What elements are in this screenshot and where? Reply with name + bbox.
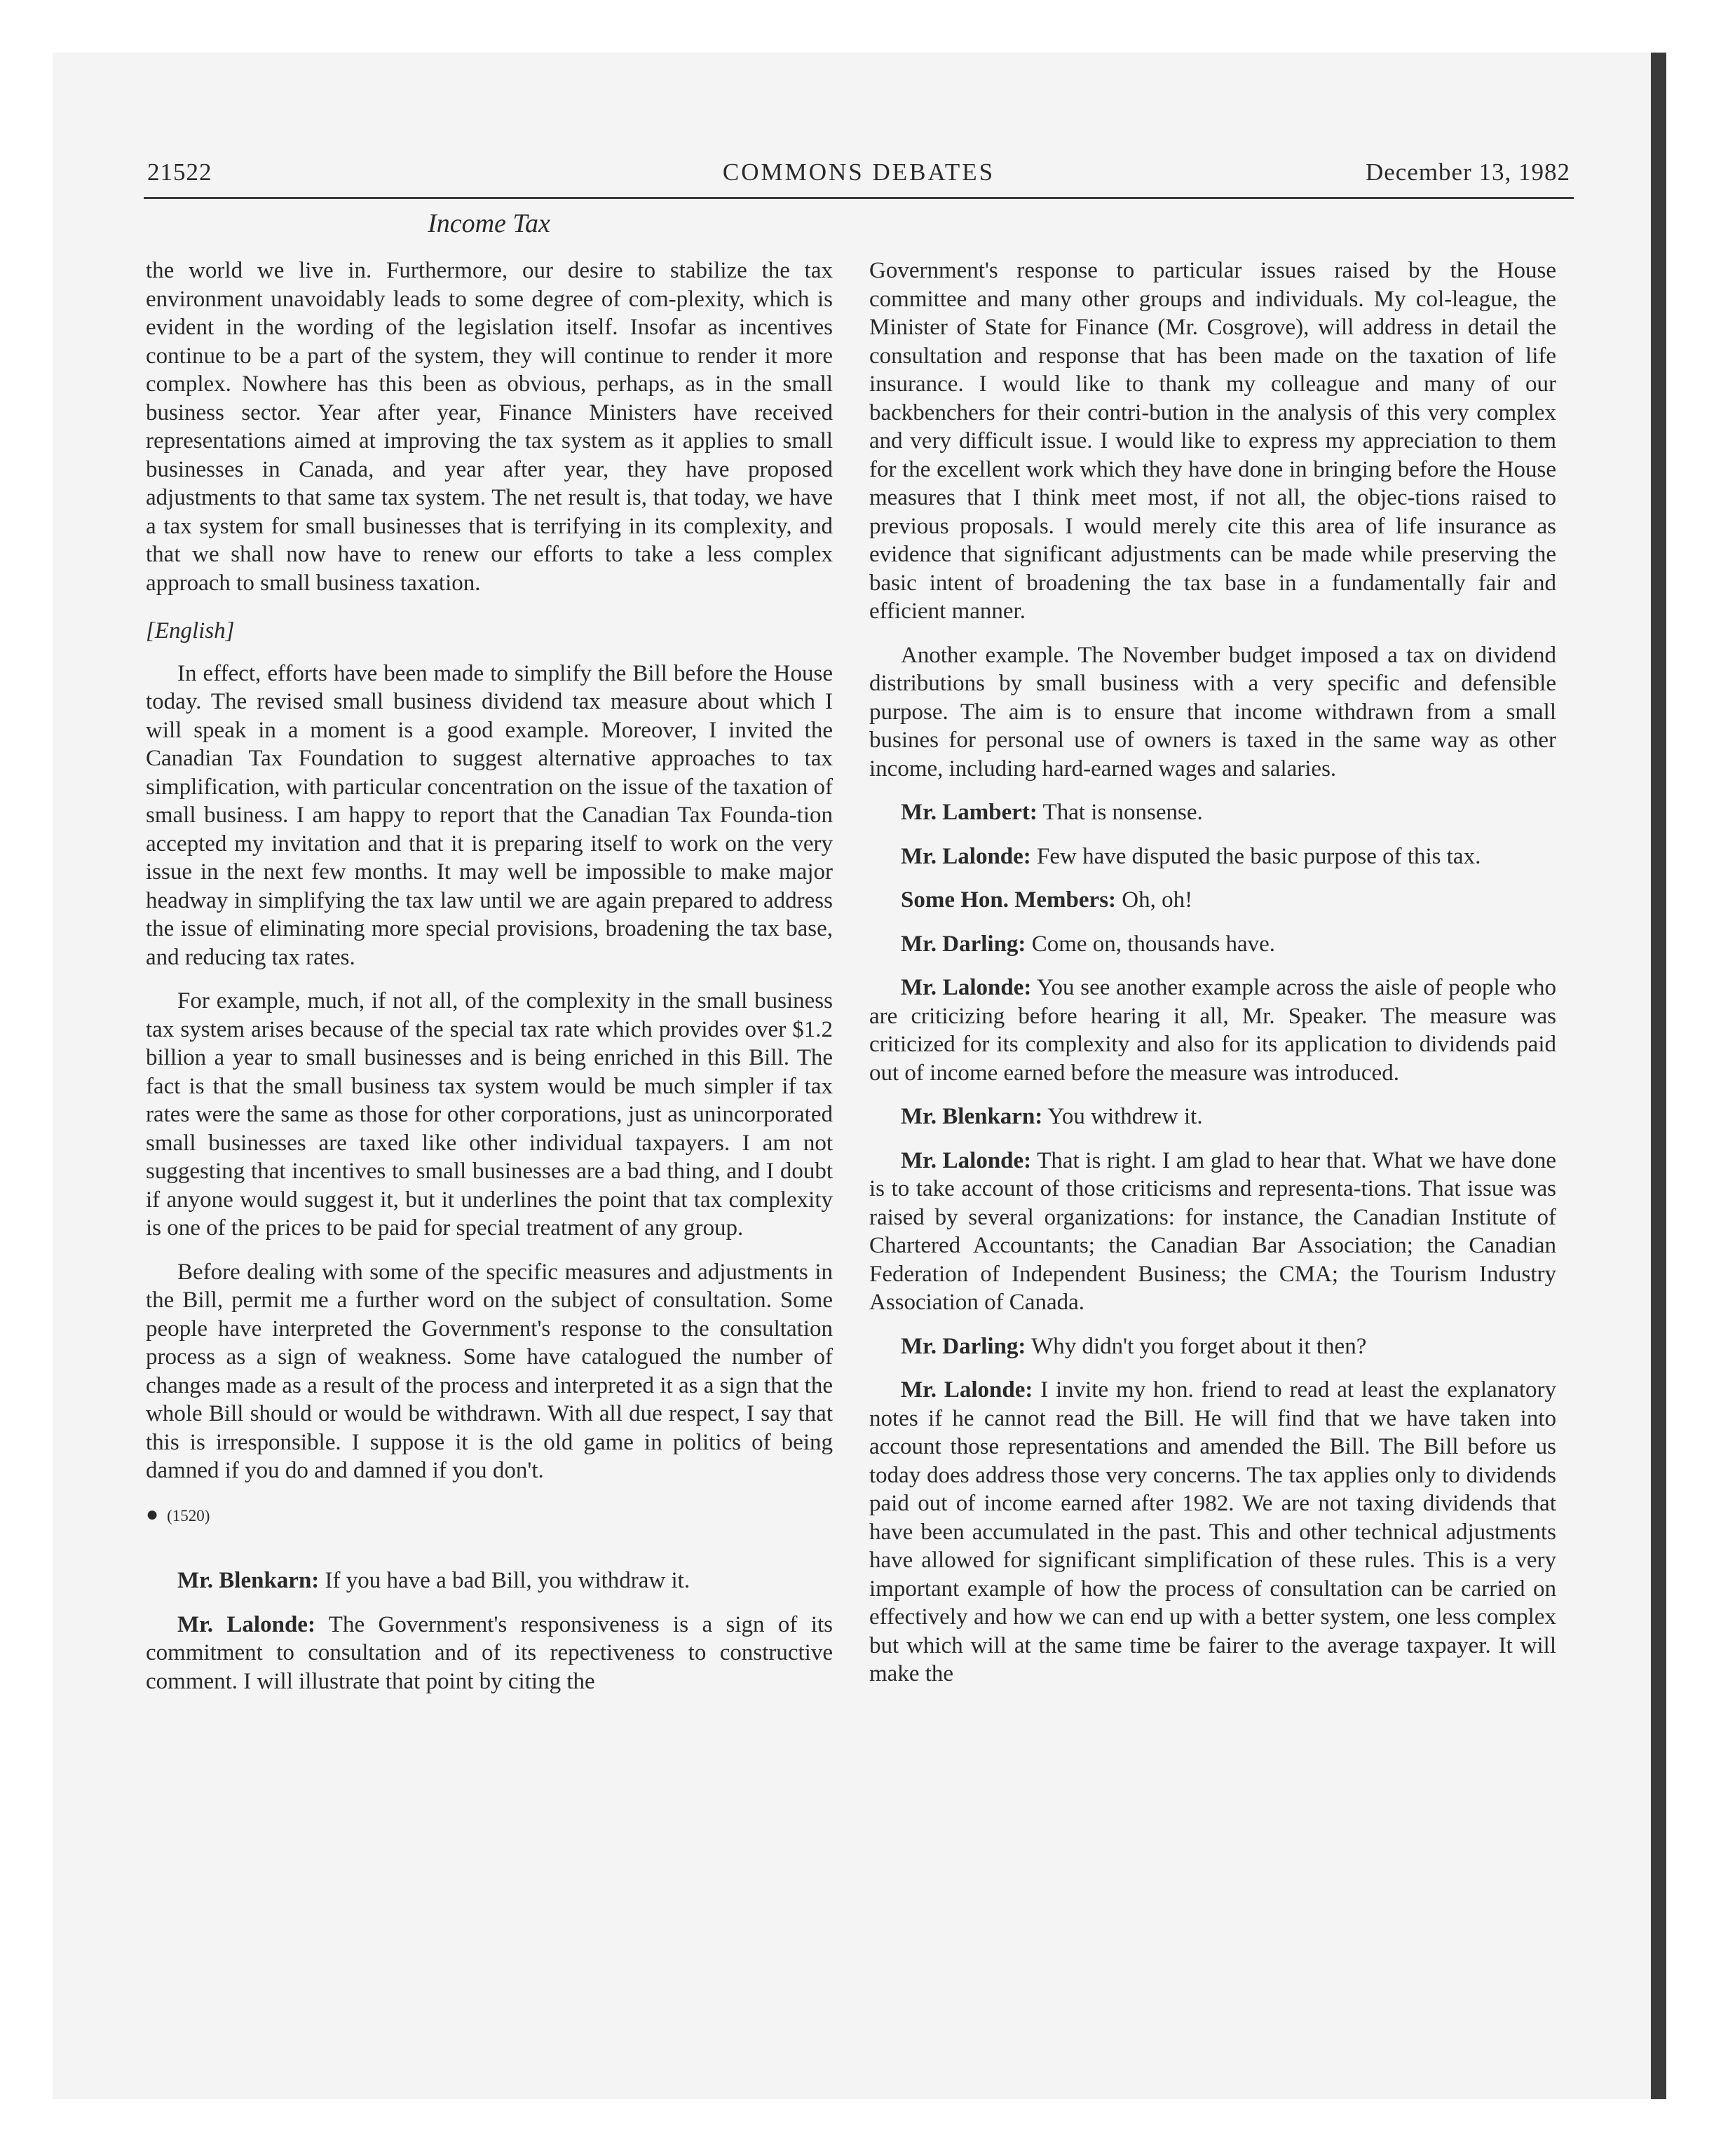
speech (869, 1147, 1556, 1317)
left-column (146, 257, 833, 1711)
speaker-name: Mr. Lalonde: (901, 843, 1031, 869)
speaker-name: Mr. Lambert: (901, 800, 1037, 825)
speech-text: That is nonsense. (1042, 800, 1203, 825)
right-column (869, 257, 1556, 1704)
speech-text: The Government's responsiveness is a sign of its commitment to consultation and of its repectiveness to constructive comment. I will illustrate that point by citing the (146, 1611, 833, 1694)
speech-text: I invite my hon. friend to read at least the explanatory notes if he cannot read the Bill. He will find that we have taken into account those representations and amended the Bill. The Bill before us today does address those very concerns. The tax applies only to dividends paid out of income earned after 1982. We are not taxing dividends that have been accumulated in the past. This and other technical adjustments have allowed for significant simplification of these rules. This is a very important example of how the process of consultation can be carried on effectively and how we can end up with a better system, one less complex but which will at the same time be fairer to the average taxpayer. It will make the (869, 1377, 1557, 1686)
bullet-icon: ● (146, 1502, 159, 1526)
speaker-name: Mr. Lalonde: (901, 975, 1032, 1000)
timestamp: (1520) (167, 1506, 210, 1524)
speaker-name: Mr. Blenkarn: (177, 1568, 320, 1593)
speech (146, 1611, 833, 1696)
paragraph: For example, much, if not all, of the complexity in the small business tax system arises because of the special tax rate which provides over $1.2 billion a year to small businesses and is being enriched in this Bill. The fact is that the small business tax system would be much simpler if tax rates were the same as those for other corporations, just as unincorporated small businesses are taxed like other individual taxpayers. I am not suggesting that incentives to small businesses are a bad thing, and I doubt if anyone would suggest it, but it underlines the point that tax complexity is one of the prices to be paid for special treatment of any group. (146, 988, 833, 1241)
page-date: December 13, 1982 (1365, 158, 1570, 186)
speaker-name: Mr. Lalonde: (901, 1147, 1032, 1173)
speaker-name: Mr. Blenkarn: (901, 1104, 1043, 1129)
speech (146, 1567, 833, 1595)
scan-edge-bar (1651, 53, 1666, 2099)
speech (869, 798, 1556, 827)
speech-text: You see another example across the aisle of people who are criticizing before hearing it all, Mr. Speaker. The measure was criticized for its complexity and also for its application to dividends paid out of income earned before the measure was introduced. (869, 975, 1557, 1086)
paragraph: Before dealing with some of the specific measures and adjustments in the Bill, permit me a further word on the subject of consultation. Some people have interpreted the Government's response to the consultation process as a sign of weakness. Some have catalogued the number of changes made as a result of the process and interpreted it as a sign that the whole Bill should or would be withdrawn. With all due respect, I say that this is irresponsible. I suppose it is the old game in politics of being damned if you do and damned if you don't. (146, 1259, 833, 1483)
paragraph: the world we live in. Furthermore, our desire to stabilize the tax environment unavoidably leads to some degree of com-plexity, which is evident in the wording of the legislation itself. Insofar as incentives continue to be a part of the system, they will continue to render it more complex. Nowhere has this been as obvious, perhaps, as in the small business sector. Year after year, Finance Ministers have received representations aimed at improving the tax system as it applies to small businesses in Canada, and year after year, they have proposed adjustments to that same tax system. The net result is, that today, we have a tax system for small businesses that is terrifying in its complexity, and that we shall now have to renew our efforts to take a less complex approach to small business taxation. (146, 258, 833, 596)
speaker-name: Mr. Lalonde: (901, 1377, 1033, 1403)
speech-text: You withdrew it. (1047, 1104, 1203, 1129)
speech (869, 1332, 1556, 1361)
speech (869, 842, 1556, 871)
page-number: 21522 (147, 158, 212, 186)
paragraph: Another example. The November budget imposed a tax on dividend distributions by small business with a very specific and defensible purpose. The aim is to ensure that income withdrawn from a small busines for personal use of owners is taxed in the same way as other income, including hard-earned wages and salaries. (869, 642, 1556, 782)
paragraph: Government's response to particular issues raised by the House committee and many other groups and individuals. My col-league, the Minister of State for Finance (Mr. Cosgrove), will address in detail the consultation and response that has been made on the taxation of life insurance. I would like to thank my colleague and many of our backbenchers for their contri-bution in the analysis of this very complex and very difficult issue. I would like to express my appreciation to them for the excellent work which they have done in bringing before the House measures that I think meet most, if not all, the objec-tions raised to previous proposals. I would merely cite this area of life insurance as evidence that significant adjustments can be made while preserving the basic intent of broadening the tax base in a fundamentally fair and efficient manner. (869, 258, 1556, 624)
speech-text: If you have a bad Bill, you withdraw it. (325, 1568, 690, 1593)
publication-title: COMMONS DEBATES (722, 158, 995, 186)
speech (869, 974, 1556, 1087)
speech (869, 886, 1556, 915)
speech-text: Come on, thousands have. (1031, 931, 1276, 957)
section-title: Income Tax (428, 209, 550, 238)
speech-text: Oh, oh! (1122, 887, 1193, 913)
speaker-name: Mr. Lalonde: (177, 1611, 315, 1637)
language-marker: [English] (146, 618, 235, 643)
paragraph: In effect, efforts have been made to simplify the Bill before the House today. The revised small business dividend tax measure about which I will speak in a moment is a good example. Moreover, I invited the Canadian Tax Foundation to suggest alternative approaches to tax simplification, with particular concentration on the issue of the taxation of small business. I am happy to report that the Canadian Tax Founda-tion accepted my invitation and that it is preparing itself to work on the very issue in the next few months. It may well be impossible to make major headway in simplifying the tax law until we are again prepared to address the issue of eliminating more special provisions, broadening the tax base, and reducing tax rates. (146, 660, 833, 970)
header-rule (144, 197, 1574, 199)
speech-text: Few have disputed the basic purpose of this tax. (1037, 843, 1481, 869)
timestamp-marker (146, 1501, 833, 1531)
speaker-name: Mr. Darling: (901, 931, 1026, 957)
speech-text: That is right. I am glad to hear that. What we have done is to take account of those criticisms and representa-tions. That issue was raised by several organizations: for instance, the Canadian Institute of Chartered Accountants; the Canadian Bar Association; the Canadian Federation of Independent Business; the CMA; the Tourism Industry Association of Canada. (869, 1147, 1556, 1315)
speech (869, 930, 1556, 959)
speaker-name: Mr. Darling: (901, 1333, 1026, 1359)
speech (869, 1376, 1556, 1688)
speech (869, 1103, 1556, 1131)
speech-text: Why didn't you forget about it then? (1031, 1333, 1367, 1359)
speaker-name: Some Hon. Members: (901, 887, 1117, 913)
page-header (147, 158, 1570, 200)
